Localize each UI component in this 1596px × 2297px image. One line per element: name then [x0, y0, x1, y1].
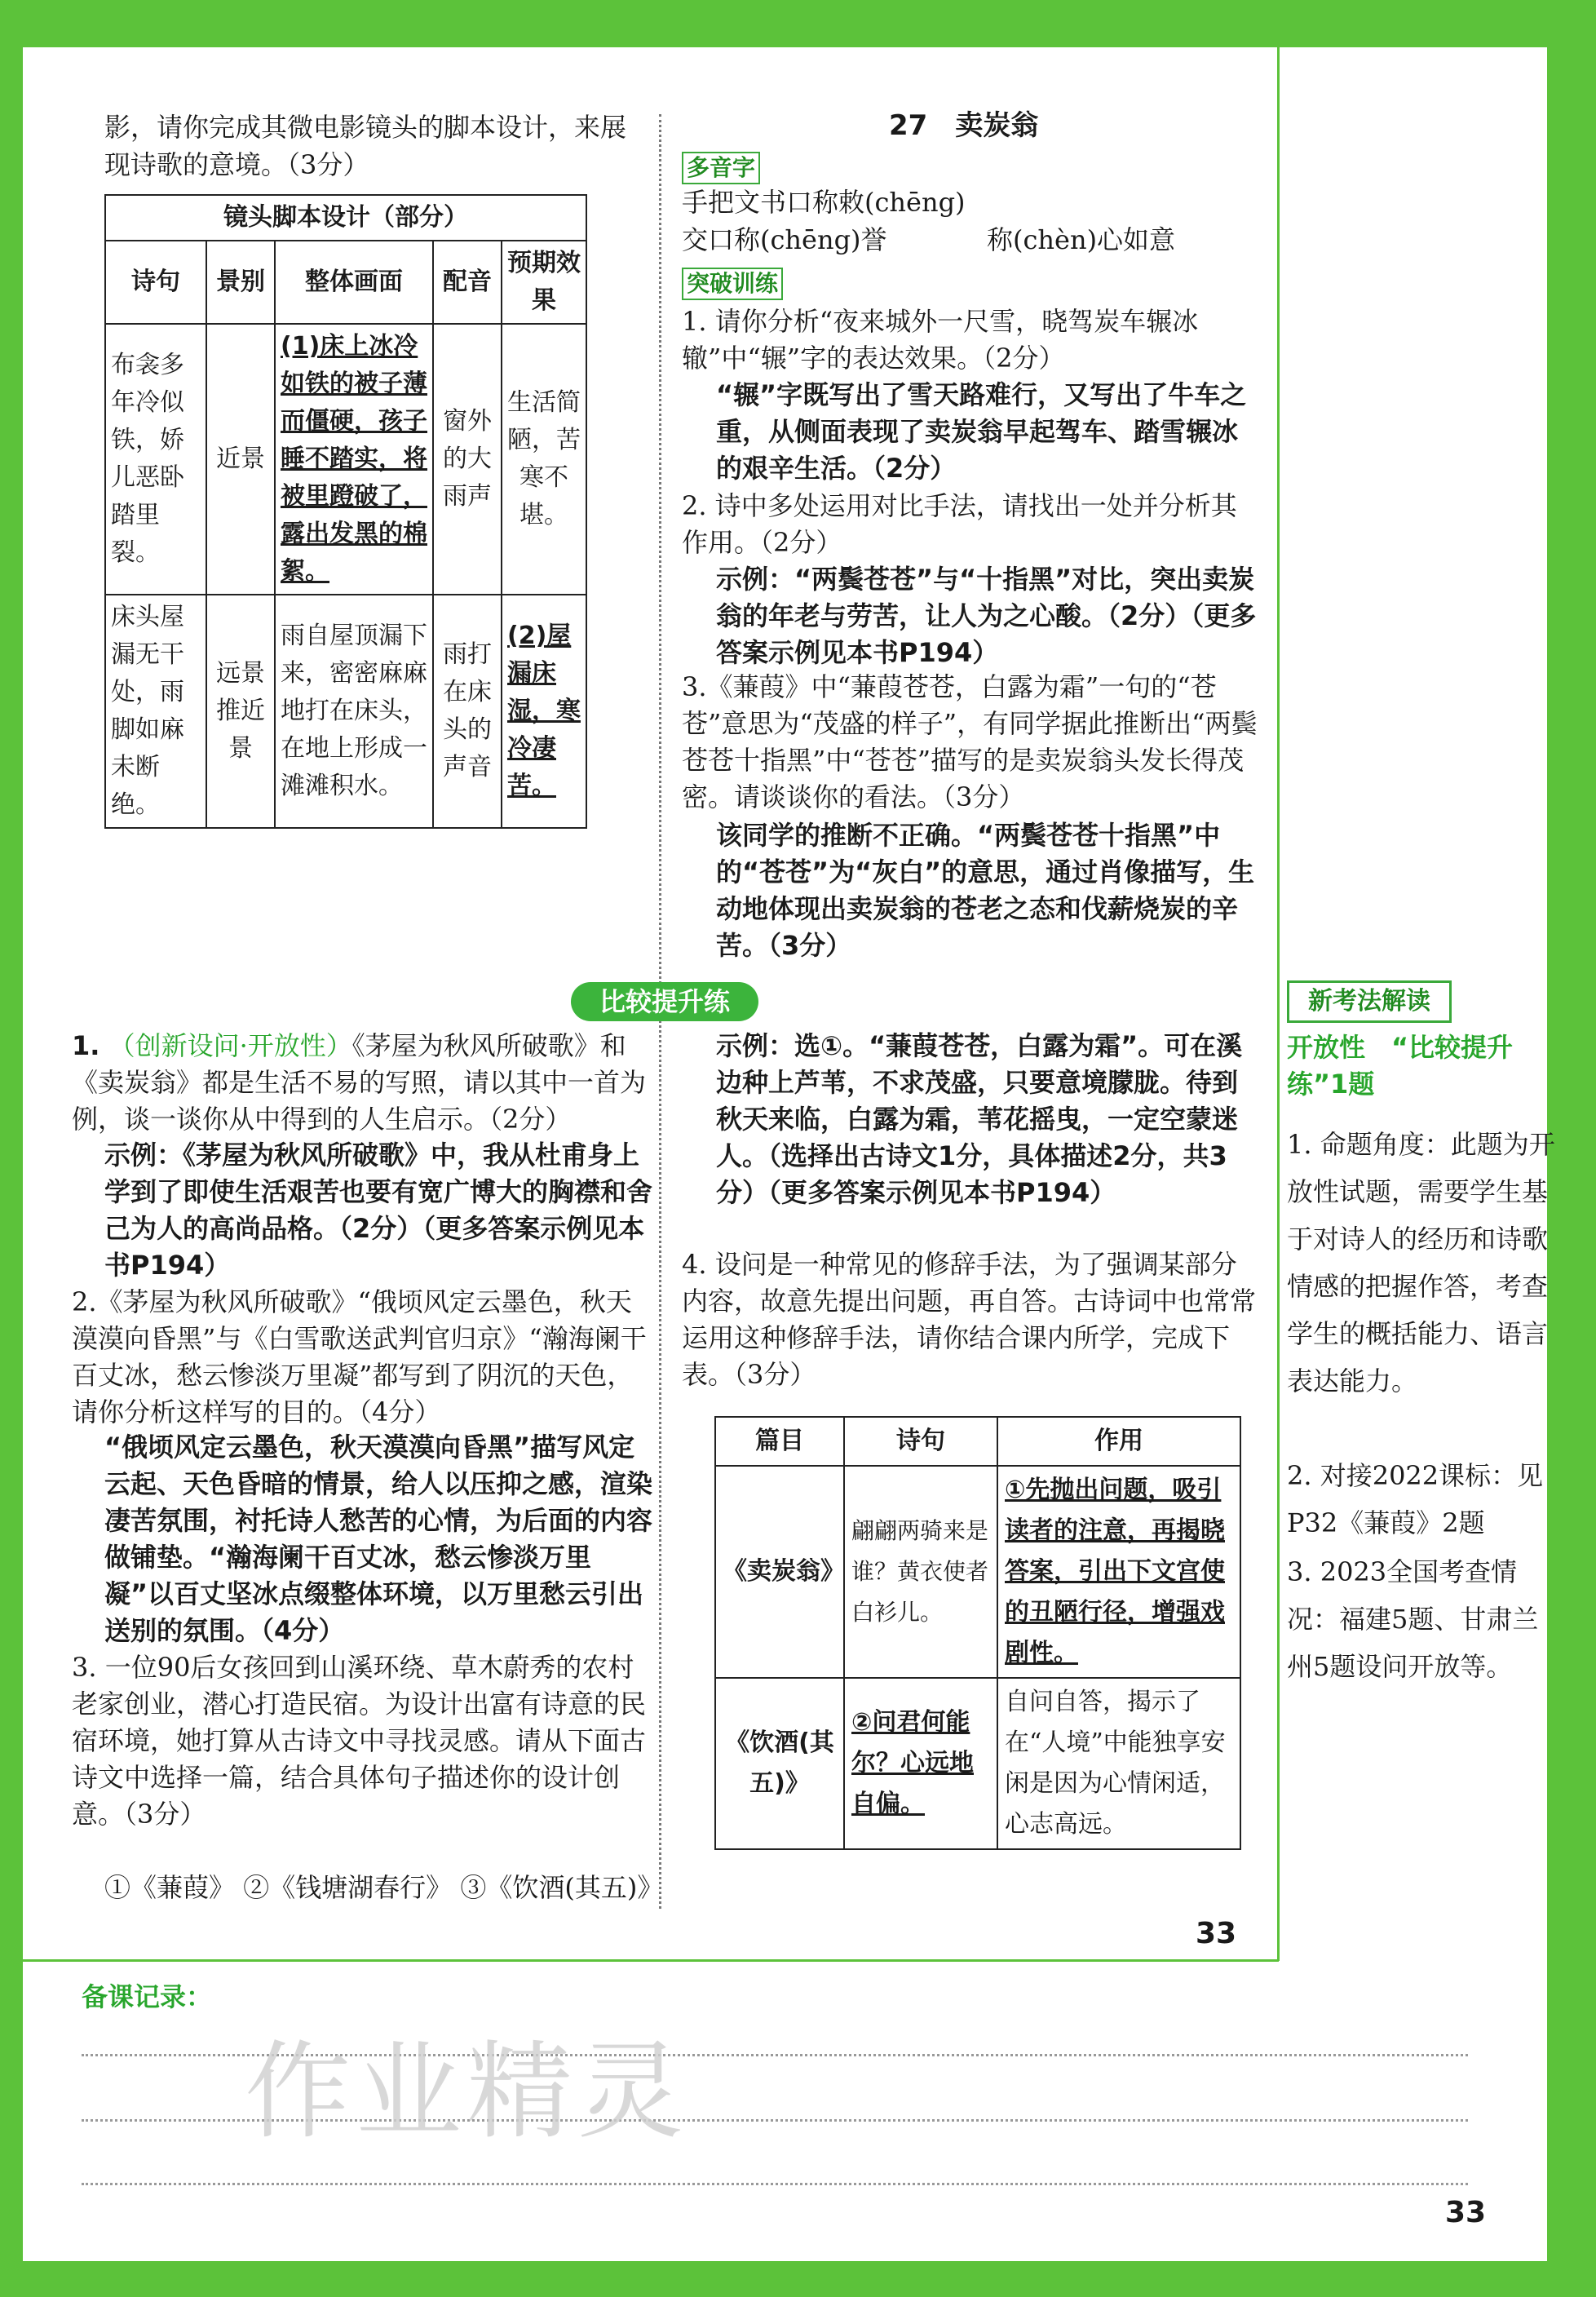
notes-label: 备课记录：	[82, 1981, 213, 2012]
row2-scene: 雨自屋顶漏下来，密密麻麻地打在床头，在地上形成一滩滩积水。	[275, 595, 433, 828]
table-title: 镜头脚本设计（部分）	[105, 195, 586, 241]
compare-question-4: 4. 设问是一种常见的修辞手法，为了强调某部分内容，故意先提出问题，再自答。古诗词中也常常运用这种修辞手法，请你结合课内所学，完成下表。（3分）	[682, 1249, 1257, 1390]
header-sound: 配音	[433, 241, 502, 324]
row2-poem: 床头屋漏无干处，雨脚如麻未断绝。	[105, 595, 206, 828]
question-3: 3.《蒹葭》中“蒹葭苍苍，白露为霜”一句的“苍苍”意思为“茂盛的样子”，有同学据此推断出“两鬓苍苍十指黑”中“苍苍”描写的是卖炭翁头发长得茂密。请谈谈你的看法。（3分）	[682, 671, 1258, 812]
bottom-border	[0, 2261, 1596, 2297]
compare-q1-text: 《茅屋为秋风所破歌》和《卖炭翁》都是生活不易的写照，请以其中一首为例，谈一谈你从中得到的人生启示。（2分）	[72, 1030, 647, 1135]
compare-answer-2: “俄顷风定云墨色，秋天漠漠向昏黑”描写风定云起、天色昏暗的情景，给人以压抑之感，渲染凄苦氛围，衬托诗人愁苦的心情，为后面的内容做铺垫。“瀚海阑干百丈冰，愁云惨淡万里凝”以百丈坚冰点缀整体环境，以万里愁云引出送别的氛围。（4分）	[104, 1432, 653, 1646]
row1-poem: 布衾多年冷似铁，娇儿恶卧踏里裂。	[105, 324, 206, 595]
t-header-effect: 作用	[997, 1417, 1240, 1466]
t-row2-title: 《饮酒(其五)》	[715, 1678, 844, 1849]
compare-question-1: 1. （创新设问·开放性）《茅屋为秋风所破歌》和《卖炭翁》都是生活不易的写照，请以其中一首为例，谈一谈你从中得到的人生启示。（2分）	[72, 1030, 647, 1135]
question-tag: （创新设问·开放性）	[108, 1030, 352, 1061]
question-2: 2. 诗中多处运用对比手法，请找出一处并分析其作用。（2分）	[682, 490, 1237, 558]
header-shot: 景别	[206, 241, 275, 324]
question-1: 1. 请你分析“夜来城外一尺雪，晓驾炭车辗冰辙”中“辗”字的表达效果。（2分）	[682, 306, 1199, 374]
t-row2-effect: 自问自答，揭示了在“人境”中能独享安闲是因为心情闲适，心志高远。	[997, 1678, 1240, 1849]
duoyinzi-tag-wrap	[682, 148, 762, 185]
compare-answer-1: 示例：《茅屋为秋风所破歌》中，我从杜甫身上学到了即使生活艰苦也要有宽广博大的胸襟和舍己为人的高尚品格。（2分）（更多答案示例见本书P194）	[104, 1140, 653, 1281]
duoyin-line-1: 手把文书口称敕(chēng)	[682, 187, 966, 218]
tupo-tag: 突破训练	[682, 268, 783, 300]
t-row1-effect: ①先抛出问题，吸引读者的注意，再揭晓答案，引出下文宫使的丑陋行径，增强戏剧性。	[997, 1466, 1240, 1678]
new-exam-box: 新考法解读	[1287, 980, 1452, 1023]
compare-section-banner: 比较提升练	[571, 982, 758, 1021]
row2-effect: (2)屋漏床湿，寒冷凄苦。	[502, 595, 586, 828]
note-line	[82, 2183, 1468, 2185]
intro-line-2: 现诗歌的意境。（3分）	[104, 149, 369, 180]
answer-2: 示例：“两鬓苍苍”与“十指黑”对比，突出卖炭翁的年老与劳苦，让人为之心酸。（2分）（更多答案示例见本书P194）	[716, 564, 1257, 668]
inner-page-number: 33	[1196, 1917, 1237, 1950]
sidebar-point-2: 2. 对接2022课标：见P32《蒹葭》2题	[1287, 1460, 1544, 1538]
sidebar-point-1: 1. 命题角度：此题为开放性试题，需要学生基于对诗人的经历和诗歌情感的把握作答，考查学生的概括能力、语言表达能力。	[1287, 1129, 1555, 1396]
compare-question-3-options: ①《蒹葭》 ②《钱塘湖春行》 ③《饮酒(其五)》	[104, 1872, 664, 1903]
duoyinzi-tag: 多音字	[682, 152, 760, 184]
header-scene: 整体画面	[275, 241, 433, 324]
row2-shot: 远景推近景	[206, 595, 275, 828]
compare-question-2: 2.《茅屋为秋风所破歌》“俄顷风定云墨色，秋天漠漠向昏黑”与《白雪歌送武判官归京》“瀚海阑干百丈冰，愁云惨淡万里凝”都写到了阴沉的天色，请你分析这样写的目的。（4分）	[72, 1286, 647, 1427]
header-effect: 预期效果	[502, 241, 586, 324]
duoyin-line-2b: 称(chèn)心如意	[987, 224, 1176, 255]
t-row1-poem: 翩翩两骑来是谁？黄衣使者白衫儿。	[844, 1466, 997, 1678]
row1-scene: (1)床上冰冷如铁的被子薄而僵硬，孩子睡不踏实，将被里蹬破了，露出发黑的棉絮。	[275, 324, 433, 595]
intro-line-1: 影，请你完成其微电影镜头的脚本设计，来展	[104, 112, 627, 143]
duoyin-line-2a: 交口称(chēng)誉	[682, 224, 887, 255]
green-divider-vertical	[1277, 47, 1280, 1961]
row1-effect: 生活简陋，苦寒不堪。	[502, 324, 586, 595]
answer-1: “辗”字既写出了雪天路难行，又写出了牛车之重，从侧面表现了卖炭翁早起驾车、踏雪辗冰的艰辛生活。（2分）	[716, 379, 1247, 484]
sidebar-point-3: 3. 2023全国考查情况：福建5题、甘肃兰州5题设问开放等。	[1287, 1556, 1539, 1682]
rhetoric-table	[714, 1416, 1241, 1850]
row1-shot: 近景	[206, 324, 275, 595]
lesson-title: 27 卖炭翁	[889, 109, 1039, 142]
t-header-poem: 诗句	[844, 1417, 997, 1466]
t-header-title: 篇目	[715, 1417, 844, 1466]
compare-question-3: 3. 一位90后女孩回到山溪环绕、草木蔚秀的农村老家创业，潜心打造民宿。为设计出富有诗意的民宿环境，她打算从古诗文中寻找灵感。请从下面古诗文中选择一篇，结合具体句子描述你的设计创意。（3分）	[72, 1652, 647, 1830]
sidebar-head: 开放性 “比较提升练”1题	[1287, 1032, 1514, 1100]
tupo-tag-wrap	[682, 264, 785, 301]
left-border	[0, 0, 23, 2297]
t-row2-poem: ②问君何能尔？心远地自偏。	[844, 1678, 997, 1849]
footer-page-number: 33	[1445, 2196, 1487, 2229]
answer-3: 该同学的推断不正确。“两鬓苍苍十指黑”中的“苍苍”为“灰白”的意思，通过肖像描写，生动地体现出卖炭翁的苍老之态和伐薪烧炭的辛苦。（3分）	[716, 820, 1255, 961]
green-divider-horizontal	[23, 1959, 1279, 1962]
shot-script-table	[104, 194, 587, 829]
row1-sound: 窗外的大雨声	[433, 324, 502, 595]
watermark: 作业精灵	[245, 2029, 689, 2153]
header-poem: 诗句	[105, 241, 206, 324]
top-border	[0, 0, 1596, 47]
row2-sound: 雨打在床头的声音	[433, 595, 502, 828]
t-row1-title: 《卖炭翁》	[715, 1466, 844, 1678]
compare-answer-3: 示例：选①。“蒹葭苍苍，白露为霜”。可在溪边种上芦苇，不求茂盛，只要意境朦胧。待到秋天来临，白露为霜，苇花摇曳，一定空蒙迷人。（选择出古诗文1分，具体描述2分，共3分）（更多答案示例见本书P194）	[716, 1030, 1243, 1208]
